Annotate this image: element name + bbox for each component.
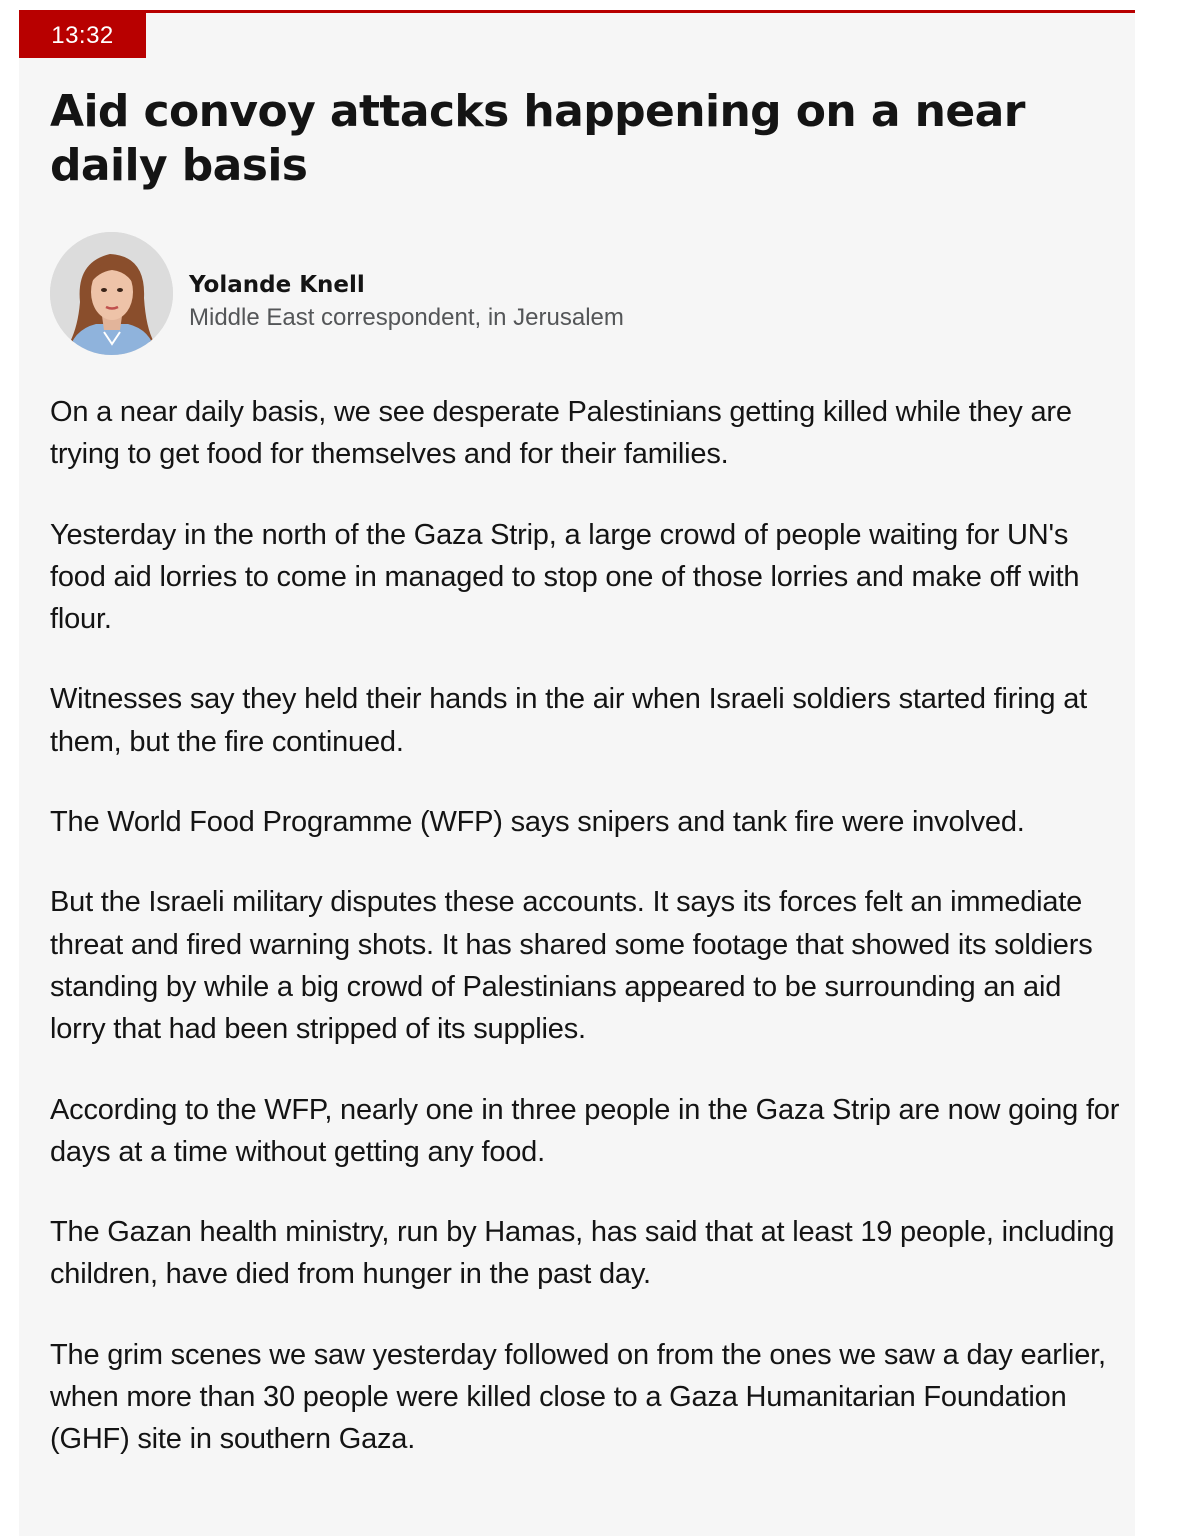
paragraph: The Gazan health ministry, run by Hamas, has said that at least 19 people, including children, have died from hunger in the past day. [50, 1216, 1115, 1291]
author-portrait-icon [50, 232, 173, 355]
author-name: Yolande Knell [189, 272, 365, 298]
paragraph: The World Food Programme (WFP) says snipers and tank fire were involved. [50, 806, 1025, 839]
byline [50, 232, 950, 356]
post-body [50, 391, 1120, 1499]
timestamp-badge: 13:32 [19, 13, 146, 58]
paragraph: The grim scenes we saw yesterday followed on from the ones we saw a day earlier, when more than 30 people were killed close to a Gaza Humanitarian Foundation (GHF) site in southern Gaza. [50, 1338, 1106, 1456]
author-avatar [50, 232, 173, 355]
paragraph: Yesterday in the north of the Gaza Strip, a large crowd of people waiting for UN's food aid lorries to come in managed to stop one of those lorries and make off with flour. [50, 518, 1080, 636]
author-role: Middle East correspondent, in Jerusalem [189, 304, 624, 331]
paragraph: According to the WFP, nearly one in three people in the Gaza Strip are now going for days at a time without getting any food. [50, 1093, 1120, 1168]
post-headline: Aid convoy attacks happening on a near daily basis [50, 86, 1025, 191]
paragraph: But the Israeli military disputes these accounts. It says its forces felt an immediate threat and fired warning shots. It has shared some footage that showed its soldiers standing by while a big crowd of Palestinians appeared to be surrounding an aid lorry that had been stripped of its supplies. [50, 886, 1093, 1046]
paragraph: On a near daily basis, we see desperate Palestinians getting killed while they are trying to get food for themselves and for their families. [50, 396, 1072, 471]
live-post-card [19, 10, 1135, 1536]
paragraph: Witnesses say they held their hands in the air when Israeli soldiers started firing at them, but the fire continued. [50, 683, 1087, 758]
